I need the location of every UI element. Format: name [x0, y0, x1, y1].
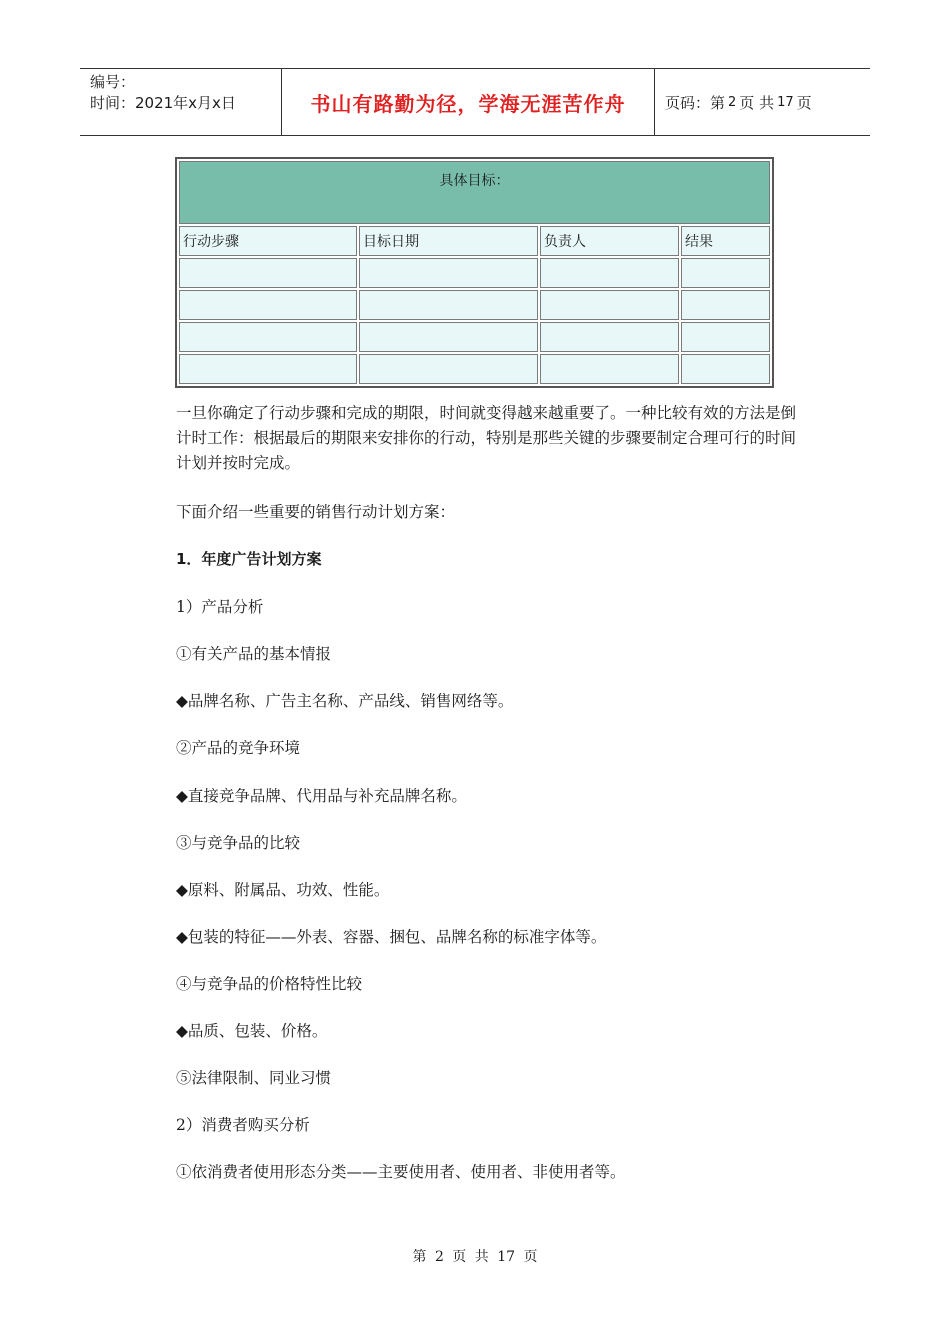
- time-label: 时间：2021年x月x日: [90, 94, 236, 112]
- page-header: [80, 68, 870, 136]
- page-footer: 第 2 页 共 17 页: [412, 1249, 538, 1265]
- col-result: 结果: [681, 226, 770, 256]
- page-mid: 页 共: [739, 93, 775, 112]
- number-label: 编号：: [90, 73, 136, 91]
- table-cell: [179, 354, 357, 384]
- table-cell: [179, 322, 357, 352]
- table-cell: [540, 258, 679, 288]
- list-item: ⑤法律限制、同业习惯: [176, 1069, 332, 1087]
- table-cell: [540, 290, 679, 320]
- table-cell: [681, 322, 770, 352]
- bullet-item: ◆直接竞争品牌、代用品与补充品牌名称。: [176, 787, 467, 805]
- table-header-row: [179, 226, 770, 256]
- table-cell: [359, 322, 538, 352]
- list-item: ③与竞争品的比较: [176, 834, 301, 852]
- table-cell: [179, 258, 357, 288]
- table-cell: [681, 258, 770, 288]
- bullet-item: ◆包装的特征——外表、容器、捆包、品牌名称的标准字体等。: [176, 928, 607, 946]
- subsection-heading: 2）消费者购买分析: [176, 1116, 310, 1134]
- paragraph-countdown: 一旦你确定了行动步骤和完成的期限，时间就变得越来越重要了。一种比较有效的方法是倒计时工作：根据最后的期限来安排你的行动，特别是那些关键的步骤要制定合理可行的时间计划并按时完成。: [176, 404, 797, 472]
- header-meta: [80, 69, 281, 135]
- list-item: ①有关产品的基本情报: [176, 645, 332, 663]
- list-item: ①依消费者使用形态分类——主要使用者、使用者、非使用者等。: [176, 1163, 626, 1181]
- table-cell: [359, 258, 538, 288]
- section-heading: 1．年度广告计划方案: [176, 550, 322, 568]
- subsection-heading: 1）产品分析: [176, 598, 264, 616]
- bullet-item: ◆品质、包装、价格。: [176, 1022, 328, 1040]
- table-row: [179, 258, 770, 288]
- bullet-item: ◆品牌名称、广告主名称、产品线、销售网络等。: [176, 692, 514, 710]
- list-item: ②产品的竞争环境: [176, 739, 301, 757]
- col-action-steps: 行动步骤: [179, 226, 357, 256]
- page-total: 17: [777, 94, 794, 110]
- table-cell: [359, 290, 538, 320]
- table-cell: [681, 354, 770, 384]
- goal-cell: 具体目标：: [179, 161, 770, 224]
- col-target-date: 目标日期: [359, 226, 538, 256]
- paragraph-intro: 下面介绍一些重要的销售行动计划方案：: [176, 503, 456, 521]
- header-motto-cell: [281, 69, 655, 135]
- col-owner: 负责人: [540, 226, 679, 256]
- page-prefix: 页码：第: [665, 93, 726, 112]
- page-suffix: 页: [796, 93, 812, 112]
- table-cell: [681, 290, 770, 320]
- table-row: [179, 354, 770, 384]
- action-plan-table: [175, 157, 774, 388]
- list-item: ④与竞争品的价格特性比较: [176, 975, 363, 993]
- bullet-item: ◆原料、附属品、功效、性能。: [176, 881, 390, 899]
- table-cell: [359, 354, 538, 384]
- table-row: [179, 290, 770, 320]
- header-page-indicator: [655, 69, 870, 135]
- header-motto: 书山有路勤为径，学海无涯苦作舟: [310, 91, 626, 116]
- page-current: 2: [728, 94, 737, 110]
- table-cell: [540, 354, 679, 384]
- table-row: [179, 322, 770, 352]
- table-cell: [179, 290, 357, 320]
- table-cell: [540, 322, 679, 352]
